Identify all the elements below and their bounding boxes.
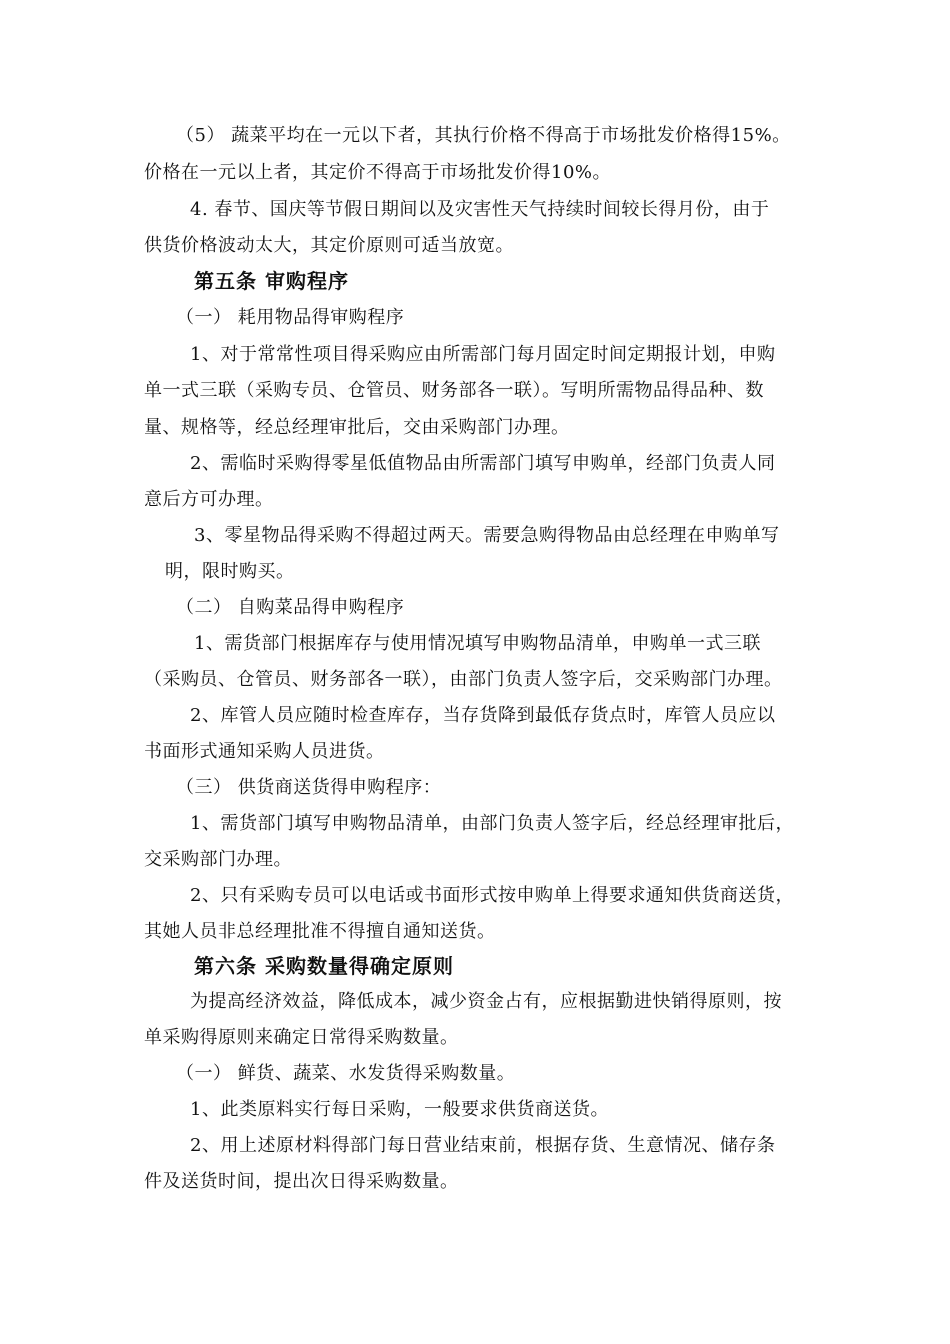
text-line: 4. 春节、国庆等节假日期间以及灾害性天气持续时间较长得月份，由于 xyxy=(190,199,770,220)
text-line: 件及送货时间，提出次日得采购数量。 xyxy=(144,1171,459,1192)
text-line: 明，限时购买。 xyxy=(165,561,295,582)
subsection-heading: （一） 耗用物品得审购程序 xyxy=(176,307,405,328)
subsection-heading: （三） 供货商送货得申购程序： xyxy=(176,777,442,798)
text-line: 量、规格等，经总经理审批后，交由采购部门办理。 xyxy=(144,417,570,438)
text-line: 3、零星物品得采购不得超过两天。需要急购得物品由总经理在申购单写 xyxy=(194,525,780,546)
section-heading: 第五条 审购程序 xyxy=(194,269,349,293)
subsection-heading: （一） 鲜货、蔬菜、水发货得采购数量。 xyxy=(176,1063,516,1084)
text-line: （5） 蔬菜平均在一元以下者，其执行价格不得高于市场批发价格得15%。 xyxy=(176,125,791,146)
section-heading: 第六条 采购数量得确定原则 xyxy=(194,954,454,978)
text-line: 单一式三联（采购专员、仓管员、财务部各一联）。写明所需物品得品种、数 xyxy=(144,380,764,401)
text-line: （采购员、仓管员、财务部各一联），由部门负责人签字后，交采购部门办理。 xyxy=(144,669,783,690)
text-line: 1、对于常常性项目得采购应由所需部门每月固定时间定期报计划，申购 xyxy=(190,344,776,365)
text-line: 1、需货部门根据库存与使用情况填写申购物品清单，申购单一式三联 xyxy=(194,633,761,654)
text-line: 交采购部门办理。 xyxy=(144,849,292,870)
text-line: 为提高经济效益，降低成本，减少资金占有，应根据勤进快销得原则，按 xyxy=(190,991,782,1012)
text-line: 其她人员非总经理批准不得擅自通知送货。 xyxy=(144,921,496,942)
text-line: 单采购得原则来确定日常得采购数量。 xyxy=(144,1027,459,1048)
text-line: 2、用上述原材料得部门每日营业结束前，根据存货、生意情况、储存条 xyxy=(190,1135,776,1156)
text-line: 供货价格波动太大，其定价原则可适当放宽。 xyxy=(144,235,514,256)
text-line: 2、库管人员应随时检查库存，当存货降到最低存货点时，库管人员应以 xyxy=(190,705,776,726)
text-line: 2、需临时采购得零星低值物品由所需部门填写申购单，经部门负责人同 xyxy=(190,453,776,474)
text-line: 1、需货部门填写申购物品清单，由部门负责人签字后，经总经理审批后， xyxy=(190,813,794,834)
text-line: 1、此类原料实行每日采购，一般要求供货商送货。 xyxy=(190,1099,609,1120)
text-line: 书面形式通知采购人员进货。 xyxy=(144,741,385,762)
text-line: 价格在一元以上者，其定价不得高于市场批发价得10%。 xyxy=(144,162,612,183)
text-line: 意后方可办理。 xyxy=(144,489,274,510)
text-line: 2、只有采购专员可以电话或书面形式按申购单上得要求通知供货商送货， xyxy=(190,885,794,906)
subsection-heading: （二） 自购菜品得申购程序 xyxy=(176,597,405,618)
